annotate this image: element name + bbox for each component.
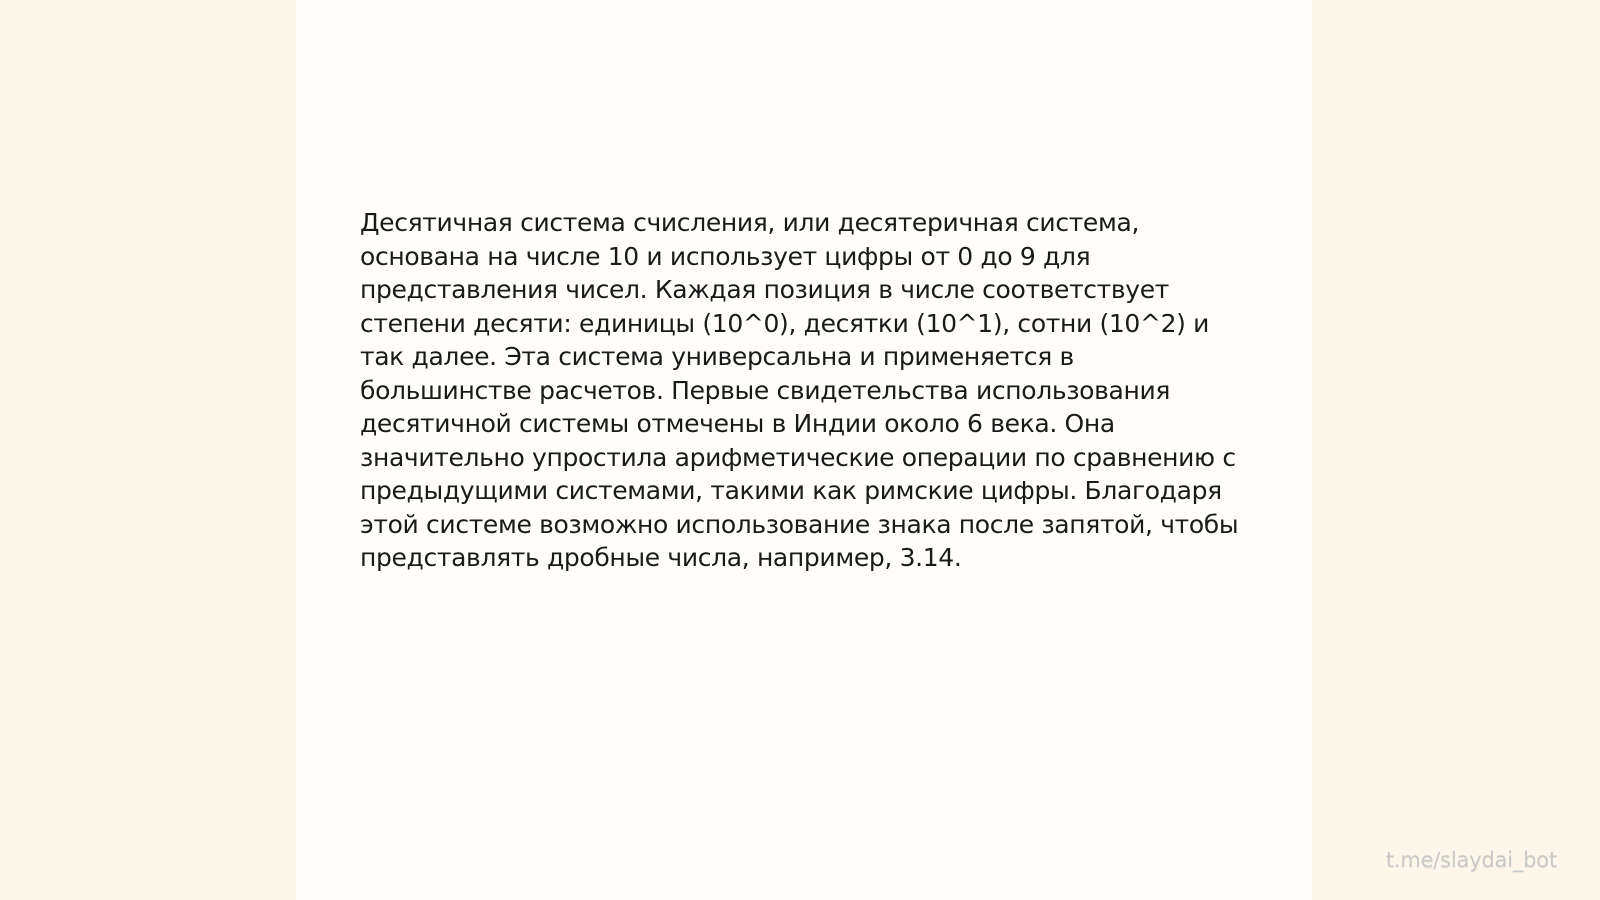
watermark-link: t.me/slaydai_bot: [1385, 848, 1557, 872]
slide-body-text: Десятичная система счисления, или десятеричная система, основана на числе 10 и использует цифры от 0 до 9 для представления чисел. Каждая позиция в числе соответствует степени десяти: единицы (10^0), десятки (10^1), сотни (10^2) и так далее. Эта система универсальна и применяется в большинстве расчетов. Первые свидетельства использования десятичной системы отмечены в Индии около 6 века. Она значительно упростила арифметические операции по сравнению с предыдущими системами, такими как римские цифры. Благодаря этой системе возможно использование знака после запятой, чтобы представлять дробные числа, например, 3.14.: [360, 208, 1239, 572]
